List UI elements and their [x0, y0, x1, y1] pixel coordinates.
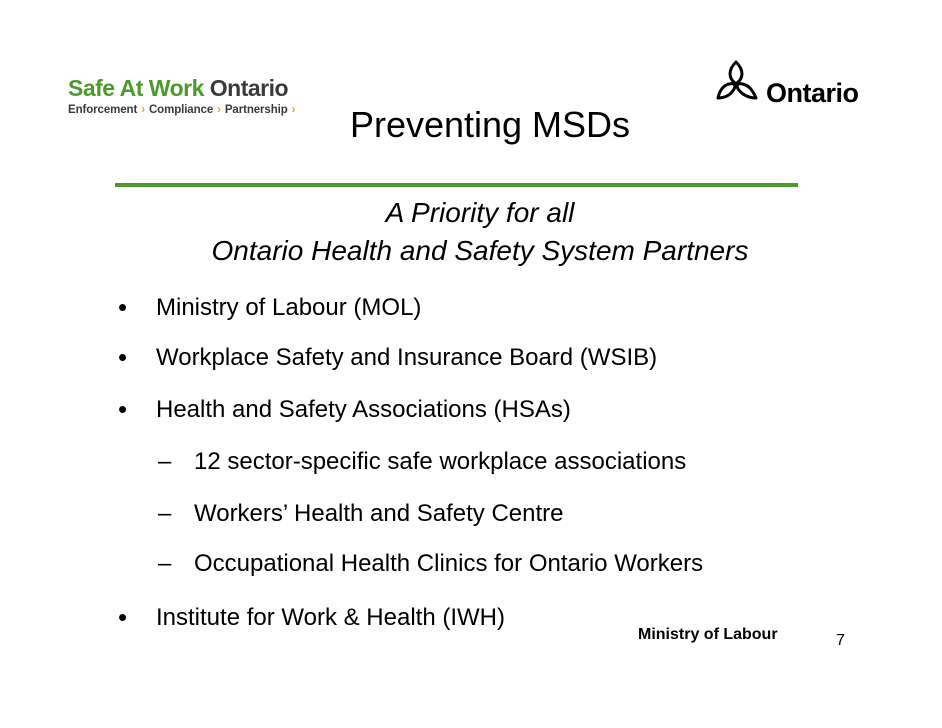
bullet-text: Health and Safety Associations (HSAs) [156, 395, 571, 423]
logo-title [68, 74, 318, 102]
logo-tagline [68, 104, 318, 116]
sub-bullet-text: 12 sector-specific safe workplace associations [194, 448, 687, 475]
safe-at-work-logo [68, 74, 318, 124]
bullet-text: Ministry of Labour (MOL) [156, 293, 422, 321]
bullet-text: Institute for Work & Health (IWH) [156, 603, 505, 631]
slide-subtitle [120, 194, 840, 270]
bullet-icon: • [118, 394, 128, 424]
bullet-icon: • [118, 342, 128, 372]
sub-bullet-text: Occupational Health Clinics for Ontario Workers [194, 550, 704, 577]
logo-title-part1: Safe At Work [68, 75, 204, 101]
bullet-item [118, 342, 657, 373]
bullet-item [118, 292, 421, 323]
dash-icon: – [158, 500, 172, 527]
sub-bullet-text: Workers’ Health and Safety Centre [194, 500, 564, 527]
subtitle-line-2: Ontario Health and Safety System Partners [211, 235, 749, 266]
bullet-item [118, 394, 571, 425]
bullet-item [118, 602, 505, 633]
logo-tagline-compliance: Compliance [148, 104, 214, 116]
chevron-right-icon: › [217, 104, 221, 116]
trillium-icon [712, 58, 768, 114]
bullet-text: Workplace Safety and Insurance Board (WSIB) [156, 343, 658, 371]
chevron-right-icon: › [291, 104, 296, 116]
dash-icon: – [158, 448, 172, 475]
sub-bullet-item [158, 550, 703, 578]
ontario-logo [712, 58, 872, 118]
dash-icon: – [158, 550, 172, 577]
chevron-right-icon: › [141, 104, 145, 116]
logo-tagline-enforcement: Enforcement [68, 104, 138, 116]
sub-bullet-item [158, 448, 686, 476]
subtitle-line-1: A Priority for all [385, 197, 575, 228]
title-divider [115, 183, 798, 187]
bullet-icon: • [118, 602, 128, 632]
page-number: 7 [836, 632, 845, 649]
logo-tagline-partnership: Partnership [224, 104, 288, 116]
sub-bullet-item [158, 500, 564, 528]
slide-title: Preventing MSDs [349, 104, 631, 145]
ontario-wordmark: Ontario [766, 78, 859, 108]
footer-ministry: Ministry of Labour [638, 626, 778, 643]
bullet-icon: • [118, 292, 128, 322]
logo-title-part2: Ontario [209, 75, 289, 101]
